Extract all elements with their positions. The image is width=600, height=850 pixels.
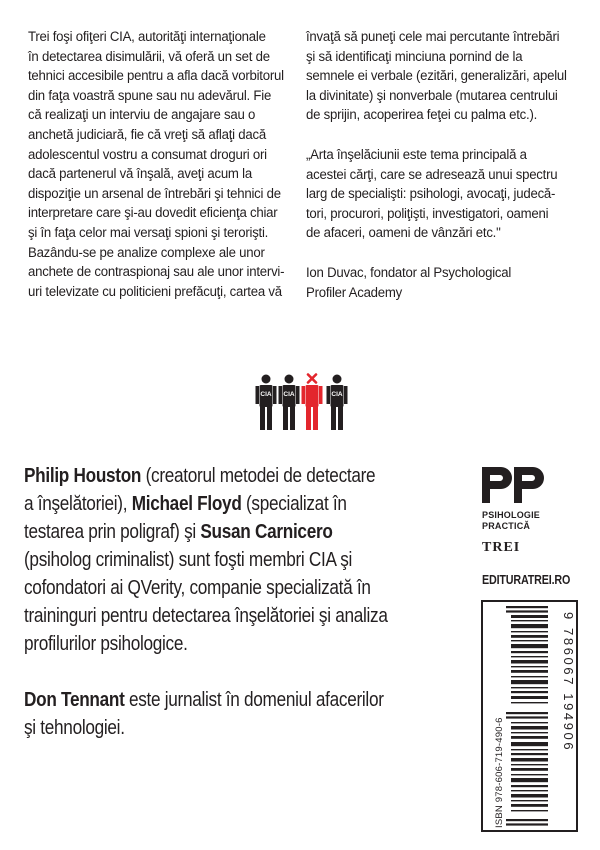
barcode-icon <box>506 606 548 826</box>
authors-bio <box>24 462 420 742</box>
author-name: Michael Floyd <box>131 493 242 515</box>
bio-text: (specializat în <box>241 493 347 515</box>
text-line: şi în faţa celor mai versaţi spioni şi terorişti. <box>28 224 269 241</box>
collection-name-line1: PSIHOLOGIE <box>482 510 541 520</box>
attribution-line: Ion Duvac, fondator al Psychological <box>306 264 512 281</box>
bio-text: testarea prin poligraf) şi <box>24 521 201 543</box>
author-name: Philip Houston <box>24 465 142 487</box>
bio-line: (psiholog criminalist) sunt foşti membri CIA şi <box>24 549 353 571</box>
bio-line: profilurilor psihologice. <box>24 633 188 655</box>
text-line: dispoziţie un arsenal de întrebări şi tehnici de <box>28 185 281 202</box>
svg-text:CIA: CIA <box>331 391 343 398</box>
svg-text:CIA: CIA <box>283 391 295 398</box>
text-line: adolescentul vostru a consumat droguri ori <box>28 146 267 163</box>
description-column-left <box>28 28 307 302</box>
description-column-right <box>306 28 590 303</box>
quote-line: „Arta înşelăciunii este tema principală a <box>306 146 527 163</box>
attribution-line: Profiler Academy <box>306 284 403 301</box>
text-line: tehnici accesibile pentru a afla dacă vorbitorul <box>28 68 284 85</box>
text-line: dacă partenerul vă înşală, aveţi acum la <box>28 166 252 183</box>
text-line: anchete de contraspionaj sau ale unor intervi- <box>28 264 285 281</box>
author-name: Don Tennant <box>24 689 125 711</box>
text-line: din faţa voastră spune sau nu adevărul. Fie <box>28 87 272 104</box>
bio-line: şi tehnologiei. <box>24 717 125 739</box>
bio-line: cofondatori ai QVerity, companie specializată în <box>24 577 371 599</box>
barcode-number: 9 786067 194906 <box>561 612 576 753</box>
quote-line: de afaceri, oameni de vânzări etc." <box>306 225 501 242</box>
text-line: la divinitate) şi nonverbale (mutarea centrului <box>306 87 558 104</box>
bio-line <box>24 490 420 518</box>
bio-line <box>24 462 420 490</box>
svg-text:CIA: CIA <box>260 391 272 398</box>
isbn-label: ISBN 978-606-719-490-6 <box>494 717 505 828</box>
bio-text: a înşelătoriei), <box>24 493 132 515</box>
text-line: şi să identificaţi minciuna pornind de la <box>306 48 523 65</box>
bio-line: traininguri pentru detectarea înşelătoriei şi analiza <box>24 605 388 627</box>
collection-name-line2: PRACTICĂ <box>482 521 531 531</box>
publisher-website: EDITURATREI.RO <box>482 573 571 587</box>
text-line: de sprijin, acoperirea feţei cu palma etc.). <box>306 107 538 124</box>
text-line: uri televizate cu politicieni prefăcuţi, cartea vă <box>28 283 282 300</box>
text-line: semnele ei verbale (ezitări, generalizări, apelul <box>306 68 567 85</box>
publisher-pp-logo <box>482 467 544 503</box>
bio-line <box>24 518 420 546</box>
endorsement-quote <box>306 146 590 244</box>
text-line: anchetă judiciară, fie că vreţi să aflaţi dacă <box>28 126 266 143</box>
publisher-imprint: TREI <box>482 540 521 555</box>
quote-line: acestei cărţi, care se adresează unui spectru <box>306 166 558 183</box>
quote-attribution <box>306 264 590 303</box>
quote-line: larg de specialişti: psihologi, avocaţi, judecă- <box>306 186 556 203</box>
text-line: Bazându-se pe analize complexe ale unor <box>28 244 265 261</box>
text-line: că realizaţi un interviu de angajare sau o <box>28 107 256 124</box>
bio-text: este jurnalist în domeniul afacerilor <box>124 689 384 711</box>
quote-line: tori, procurori, poliţişti, investigatori, oameni <box>306 205 549 222</box>
text-line: interpretare care şi-au dovedit eficienţa chiar <box>28 205 278 222</box>
bio-line <box>24 686 420 714</box>
text-line: învaţă să puneţi cele mai percutante întrebări <box>306 29 560 45</box>
cia-agents-icon <box>254 372 354 432</box>
bio-text: (creatorul metodei de detectare <box>141 465 376 487</box>
author-name: Susan Carnicero <box>200 521 333 543</box>
text-line: Trei foşi ofiţeri CIA, autorităţi internaţionale <box>28 29 266 45</box>
text-line: în detectarea disimulării, vă oferă un set de <box>28 48 270 65</box>
